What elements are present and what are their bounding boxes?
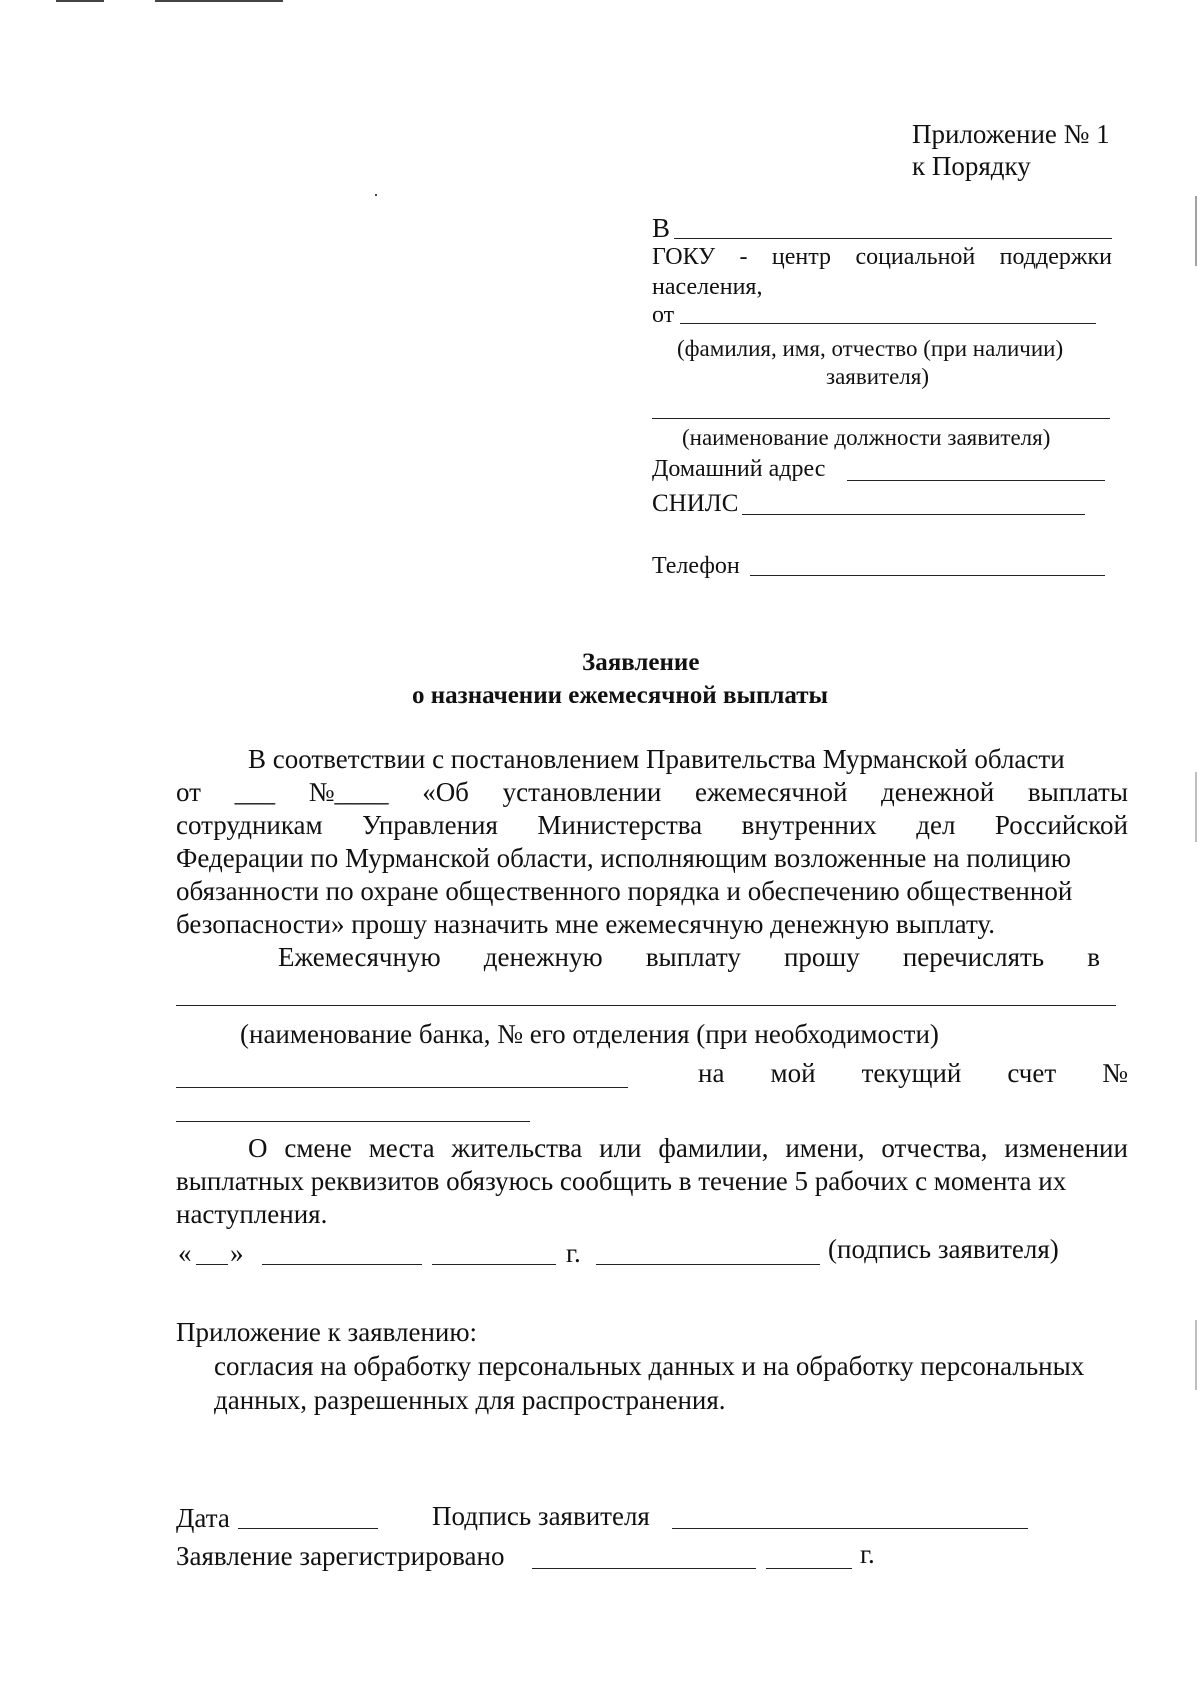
p3-line1: О смене места жительства или фамилии, имени, отчества, изменении <box>248 1133 1128 1163</box>
p2-line: Ежемесячную денежную выплату прошу перечислять в <box>278 942 1100 972</box>
p1-line1: В соответствии с постановлением Правительства Мурманской области <box>248 744 1065 774</box>
registered-label: Заявление зарегистрировано <box>176 1541 505 1571</box>
scan-edge-mark <box>1195 196 1197 266</box>
p3-line3: наступления. <box>176 1199 328 1229</box>
address-label: Домашний адрес <box>652 456 826 482</box>
scan-mark <box>155 0 283 2</box>
phone-field-line[interactable] <box>750 575 1105 576</box>
account-field-line[interactable] <box>176 1087 628 1088</box>
day-field-line[interactable] <box>196 1264 228 1265</box>
position-caption: (наименование должности заявителя) <box>682 425 1051 450</box>
from-prefix: от <box>652 302 675 328</box>
p1-line5: обязанности по охране общественного порядка и обеспечению общественной <box>176 876 1073 906</box>
appendix-number: Приложение № 1 <box>912 119 1110 149</box>
footer-signature-label: Подпись заявителя <box>432 1501 650 1531</box>
snils-label: СНИЛС <box>652 490 739 517</box>
account-words: на мой текущий счет № <box>698 1058 1128 1088</box>
document-subtitle: о назначении ежемесячной выплаты <box>412 682 829 709</box>
p3-line2: выплатных реквизитов обязуюсь сообщить в течение 5 рабочих с момента их <box>176 1166 1067 1196</box>
date-close-quote: » <box>230 1238 244 1268</box>
phone-label: Телефон <box>652 553 740 579</box>
address-field-line[interactable] <box>847 480 1105 481</box>
footer-date-field-line[interactable] <box>238 1528 378 1529</box>
bank-caption: (наименование банка, № его отделения (при необходимости) <box>240 1019 939 1049</box>
footer-signature-field-line[interactable] <box>672 1528 1028 1529</box>
position-field-line[interactable] <box>652 418 1110 419</box>
name-caption: (фамилия, имя, отчество (при наличии) <box>677 336 1064 361</box>
signature-field-line[interactable] <box>596 1264 820 1265</box>
name-caption-2: заявителя) <box>826 364 930 389</box>
scan-dot <box>375 194 377 196</box>
year-field-line[interactable] <box>432 1264 556 1265</box>
org-line: ГОКУ - центр социальной поддержки <box>652 244 1112 270</box>
registered-year-field-line[interactable] <box>766 1568 852 1569</box>
p1-line3: сотрудникам Управления Министерства внутренних дел Российской <box>176 810 1128 840</box>
attachment-title: Приложение к заявлению: <box>176 1317 478 1347</box>
signature-caption: (подпись заявителя) <box>828 1234 1059 1264</box>
document-title: Заявление <box>582 649 700 676</box>
from-field-line[interactable] <box>680 323 1096 324</box>
p1-line2: от ___ №____ «Об установлении ежемесячной денежной выплаты <box>176 777 1128 807</box>
org-line-2: населения, <box>652 274 763 300</box>
snils-field-line[interactable] <box>742 514 1085 515</box>
scan-edge-mark <box>1195 1320 1197 1390</box>
p1-line4: Федерации по Мурманской области, исполняющим возложенные на полицию <box>176 843 1071 873</box>
scan-mark <box>56 0 104 2</box>
attachment-line1: согласия на обработку персональных данных и на обработку персональных <box>214 1351 1085 1381</box>
date-open-quote: « <box>178 1238 192 1268</box>
p1-line6: безопасности» прошу назначить мне ежемесячную денежную выплату. <box>176 909 995 939</box>
account-number-line[interactable] <box>176 1121 530 1122</box>
footer-date-label: Дата <box>176 1503 230 1533</box>
registered-date-field-line[interactable] <box>532 1568 756 1569</box>
scan-edge-mark <box>1195 772 1197 842</box>
year-suffix: г. <box>566 1238 581 1268</box>
registered-year-suffix: г. <box>860 1539 875 1569</box>
attachment-line2: данных, разрешенных для распространения. <box>214 1385 726 1415</box>
appendix-order: к Порядку <box>912 151 1031 181</box>
to-field-line[interactable] <box>674 238 1112 239</box>
month-field-line[interactable] <box>262 1264 422 1265</box>
bank-field-line[interactable] <box>176 1005 1116 1006</box>
to-prefix: В <box>652 213 671 243</box>
